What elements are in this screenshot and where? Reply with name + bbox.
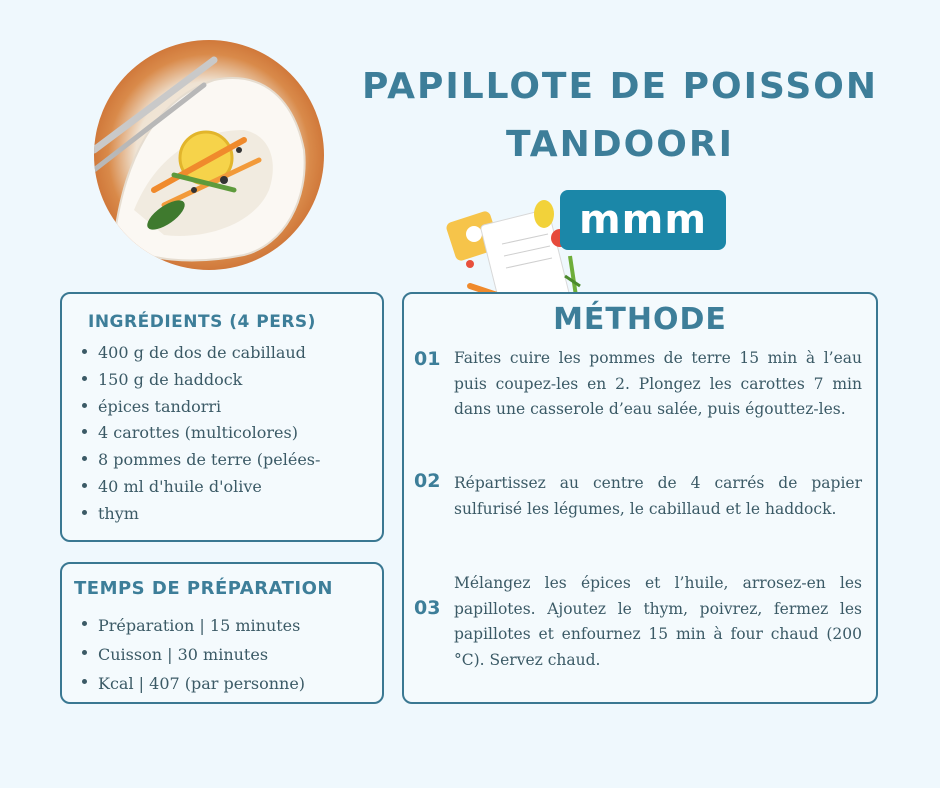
ingredients-card [60, 292, 384, 542]
preparation-time-card [60, 562, 384, 704]
list-item: Cuisson | 30 minutes [78, 641, 305, 670]
step-number: 01 [414, 348, 441, 370]
list-item: thym [78, 501, 320, 528]
preparation-time-heading: TEMPS DE PRÉPARATION [74, 578, 333, 599]
step-number: 02 [414, 470, 441, 492]
list-item: 8 pommes de terre (pelées- [78, 447, 320, 474]
method-card [402, 292, 878, 704]
step-text: Mélangez les épices et l’huile, arrosez-en les papillotes. Ajoutez le thym, poivrez, fermez les papillotes et enfournez 15 min à four chaud (200 °C). Servez chaud. [454, 574, 862, 669]
step-text: Répartissez au centre de 4 carrés de papier sulfurisé les légumes, le cabillaud et le haddock. [454, 474, 862, 518]
page-title: PAPILLOTE DE POISSON TANDOORI [362, 66, 878, 165]
list-item: 40 ml d'huile d'olive [78, 474, 320, 501]
ingredients-heading: INGRÉDIENTS (4 PERS) [88, 312, 316, 332]
dish-photo [94, 40, 324, 270]
list-item: 400 g de dos de cabillaud [78, 340, 320, 367]
preparation-time-list [78, 612, 305, 699]
ingredients-list [78, 340, 320, 528]
list-item: 150 g de haddock [78, 367, 320, 394]
list-item: 4 carottes (multicolores) [78, 420, 320, 447]
list-item: épices tandorri [78, 394, 320, 421]
list-item: Kcal | 407 (par personne) [78, 670, 305, 699]
list-item: Préparation | 15 minutes [78, 612, 305, 641]
method-heading: MÉTHODE [553, 302, 727, 337]
mmm-badge: mmm [560, 190, 726, 250]
step-text: Faites cuire les pommes de terre 15 min à l’eau puis coupez-les en 2. Plongez les carottes 7 min dans une casserole d’eau salée, puis égouttez-les. [454, 349, 862, 418]
step-number: 03 [414, 597, 441, 619]
